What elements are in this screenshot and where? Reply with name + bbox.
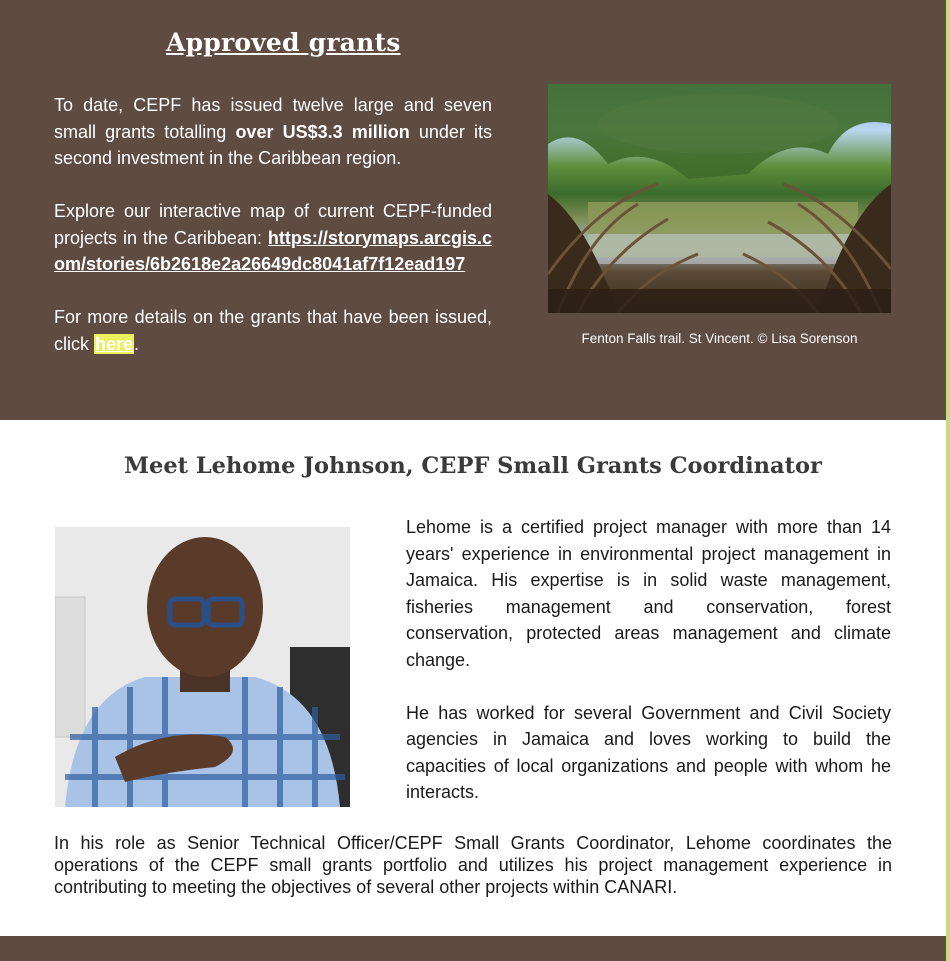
details-paragraph: [54, 304, 492, 357]
bio-paragraph-expertise: Lehome is a certified project manager with more than 14 years' experience in environmental project management in Jamaica. His expertise is in solid waste management, fisheries management and conservation, forest conservation, protected areas management and climate change.: [406, 517, 891, 670]
grants-summary-paragraph: [54, 92, 492, 172]
bio-paragraph-experience: He has worked for several Government and Civil Society agencies in Jamaica and loves working to build the capacities of local organizations and people with whom he interacts.: [406, 702, 891, 802]
bio-text-right: [406, 514, 891, 832]
mangrove-illustration: [548, 84, 891, 313]
map-intro-text: Explore our interactive map of current CEPF-funded projects in the Caribbean:: [54, 201, 492, 248]
photo-caption: Fenton Falls trail. St Vincent. © Lisa Sorenson: [581, 331, 858, 346]
portrait-illustration: [55, 527, 350, 807]
portrait-photo: [55, 527, 350, 807]
approved-grants-title: Approved grants: [166, 28, 401, 57]
details-text: For more details on the grants that have been issued, click: [54, 307, 492, 354]
storymap-link[interactable]: https://storymaps.arcgis.com/stories/6b2618e2a26649dc8041af7f12ead197: [54, 227, 492, 274]
bottom-band: [0, 936, 946, 961]
grants-total-amount: over US$3.3 million: [235, 121, 410, 142]
page-edge-accent: [946, 0, 950, 961]
bio-paragraph-role: In his role as Senior Technical Officer/CEPF Small Grants Coordinator, Lehome coordinates the operations of the CEPF small grants portfolio and utilizes his project management experience in contributing to meeting the objectives of several other projects within CANARI.: [54, 833, 892, 897]
approved-grants-text: [54, 92, 492, 384]
details-period: .: [134, 333, 140, 354]
meet-coordinator-title: Meet Lehome Johnson, CEPF Small Grants Coordinator: [124, 453, 822, 479]
map-paragraph: [54, 198, 492, 278]
here-link[interactable]: here: [95, 333, 134, 354]
mangrove-photo: [548, 84, 891, 313]
grants-summary-text: To date, CEPF has issued twelve large and seven small grants totalling: [54, 95, 492, 142]
approved-grants-section: [0, 0, 946, 420]
grants-summary-text-end: under its second investment in the Caribbean region.: [54, 121, 493, 168]
